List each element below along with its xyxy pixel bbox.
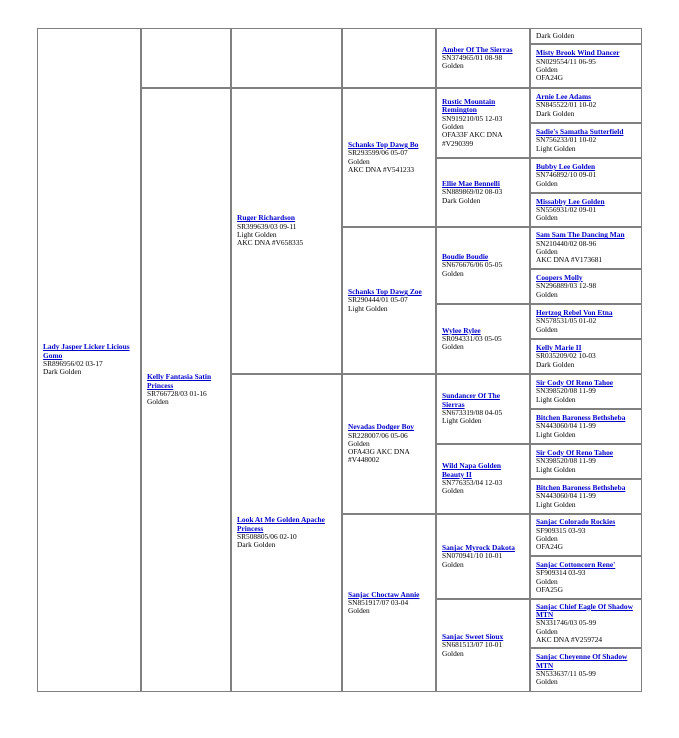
dog-detail-line: Light Golden bbox=[536, 429, 576, 439]
dog-detail-line: SN374965/01 08-98 bbox=[442, 52, 503, 62]
pedigree-cell-gen6 bbox=[530, 599, 642, 648]
dog-detail-line: Golden bbox=[536, 65, 558, 74]
pedigree-cell-gen6 bbox=[530, 444, 642, 479]
dog-detail-line: SR035209/02 10-03 bbox=[536, 351, 596, 361]
pedigree-cell-gen6 bbox=[530, 158, 642, 193]
pedigree-cell-gen2 bbox=[141, 28, 231, 88]
dog-name-link[interactable]: Misty Brook Wind Dancer bbox=[536, 48, 620, 58]
dog-name-link[interactable]: Bitchen Baroness Bethsheba bbox=[536, 483, 626, 493]
dog-detail-line: Dark Golden bbox=[536, 30, 575, 40]
dog-name-link[interactable]: Sanjac Choctaw Annie bbox=[348, 589, 420, 599]
pedigree-cell-gen6 bbox=[530, 304, 642, 339]
dog-detail-line: SN578531/05 01-02 bbox=[536, 316, 597, 326]
dog-detail-line: Dark Golden bbox=[536, 108, 575, 118]
dog-detail-line: Dark Golden bbox=[442, 195, 481, 205]
dog-detail-line: Dark Golden bbox=[536, 359, 575, 369]
dog-name-link[interactable]: Sam Sam The Dancing Man bbox=[536, 230, 625, 240]
dog-name-link[interactable]: Amber Of The Sierras bbox=[442, 44, 513, 54]
dog-name-link[interactable]: Rustic Mountain Remington bbox=[442, 97, 496, 115]
dog-detail-line: Dark Golden bbox=[237, 540, 276, 550]
dog-detail-line: SN210440/02 08-96 bbox=[536, 238, 597, 248]
dog-name-link[interactable]: Coopers Molly bbox=[536, 273, 583, 283]
dog-name-link[interactable]: Wild Napa Golden Beauty II bbox=[442, 461, 502, 479]
dog-detail-line: Light Golden bbox=[536, 143, 576, 153]
dog-name-link[interactable]: Sadie's Samatha Sutterfield bbox=[536, 127, 624, 137]
dog-name-link[interactable]: Sanjac Cheyenne Of Shadow MTN bbox=[536, 652, 628, 670]
dog-name-link[interactable]: Ruger Richardson bbox=[237, 213, 295, 223]
dog-detail-line: Golden bbox=[536, 213, 558, 223]
dog-detail-line: SN533637/11 05-99 bbox=[536, 669, 596, 678]
dog-name-link[interactable]: Sundancer Of The Sierras bbox=[442, 391, 501, 409]
dog-detail-line: SN398520/08 11-99 bbox=[536, 386, 596, 396]
dog-detail-line: Light Golden bbox=[536, 499, 576, 509]
dog-name-link[interactable]: Sanjac Myrock Dakota bbox=[442, 543, 515, 553]
pedigree-cell-gen5 bbox=[436, 599, 530, 692]
dog-detail-line: SN331746/03 05-99 bbox=[536, 618, 597, 628]
dog-detail-line: Golden bbox=[442, 268, 464, 278]
dog-name-link[interactable]: Lady Jasper Licker Licious Gomo bbox=[43, 342, 130, 360]
dog-detail-line: SR228007/06 05-06 bbox=[348, 430, 408, 440]
pedigree-cell-gen5 bbox=[436, 227, 530, 304]
pedigree-cell-gen6 bbox=[530, 28, 642, 44]
dog-detail-line: SR399639/03 09-11 bbox=[237, 221, 297, 231]
pedigree-cell-gen3 bbox=[231, 374, 342, 692]
pedigree-table bbox=[37, 28, 642, 692]
dog-name-link[interactable]: Sir Cody Of Reno Tahoe bbox=[536, 448, 614, 458]
dog-detail-line: SN556931/02 09-01 bbox=[536, 204, 597, 214]
dog-detail-line: SN889869/02 08-03 bbox=[442, 187, 503, 197]
dog-detail-line: Golden bbox=[442, 61, 464, 71]
dog-detail-line: SN673319/08 04-05 bbox=[442, 408, 503, 417]
dog-detail-line: Golden bbox=[348, 156, 370, 166]
dog-detail-line: AKC DNA #V173681 bbox=[536, 255, 603, 265]
pedigree-cell-gen4 bbox=[342, 28, 436, 88]
dog-detail-line: SN851917/07 03-04 bbox=[348, 597, 409, 607]
dog-detail-line: SR293599/06 05-07 bbox=[348, 148, 408, 158]
dog-detail-line: SR766728/03 01-16 bbox=[147, 389, 207, 398]
pedigree-cell-gen3 bbox=[231, 28, 342, 88]
pedigree-cell-gen4 bbox=[342, 514, 436, 692]
dog-detail-line: Golden bbox=[536, 576, 558, 586]
dog-detail-line: Golden bbox=[348, 606, 370, 616]
dog-detail-line: SN756233/01 10-02 bbox=[536, 135, 597, 145]
dog-name-link[interactable]: Bubby Lee Golden bbox=[536, 162, 596, 172]
dog-name-link[interactable]: Bitchen Baroness Bethsheba bbox=[536, 413, 626, 423]
dog-detail-line: SN296889/03 12-98 bbox=[536, 281, 597, 291]
dog-detail-line: Golden bbox=[147, 397, 169, 407]
dog-detail-line: Golden bbox=[442, 122, 464, 131]
pedigree-cell-gen5 bbox=[436, 304, 530, 374]
dog-detail-line: OFA24G bbox=[536, 542, 563, 552]
dog-detail-line: OFA43G AKC DNA #V448002 bbox=[348, 447, 410, 465]
dog-detail-line: OFA24G bbox=[536, 73, 563, 83]
dog-detail-line: SN443060/04 11-99 bbox=[536, 491, 596, 501]
dog-detail-line: AKC DNA #V259724 bbox=[536, 634, 603, 644]
dog-detail-line: Golden bbox=[536, 178, 558, 188]
dog-detail-line: SN919210/05 12-03 bbox=[442, 113, 503, 123]
pedigree-cell-gen1 bbox=[37, 28, 141, 692]
dog-detail-line: SF909314 03-93 bbox=[536, 568, 586, 578]
pedigree-cell-gen4 bbox=[342, 374, 436, 514]
dog-detail-line: Light Golden bbox=[536, 464, 576, 474]
dog-detail-line: Golden bbox=[442, 648, 464, 658]
pedigree-cell-gen6 bbox=[530, 648, 642, 692]
dog-name-link[interactable]: Ellie Mae Bennelli bbox=[442, 179, 500, 189]
pedigree-cell-gen6 bbox=[530, 269, 642, 304]
dog-name-link[interactable]: Boudie Boudie bbox=[442, 252, 489, 262]
dog-detail-line: SN681513/07 10-01 bbox=[442, 640, 503, 650]
dog-detail-line: Golden bbox=[442, 486, 464, 496]
dog-detail-line: Golden bbox=[536, 677, 558, 687]
dog-name-link[interactable]: Sanjac Cottoncorn Rene' bbox=[536, 559, 616, 569]
pedigree-cell-gen6 bbox=[530, 227, 642, 269]
dog-name-link[interactable]: Sanjac Colorado Rockies bbox=[536, 517, 616, 527]
dog-detail-line: Golden bbox=[536, 534, 558, 543]
dog-detail-line: SN676676/06 05-05 bbox=[442, 260, 503, 270]
dog-detail-line: Golden bbox=[442, 342, 464, 352]
dog-detail-line: Golden bbox=[348, 438, 370, 448]
dog-name-link[interactable]: Sanjac Chief Eagle Of Shadow MTN bbox=[536, 601, 633, 620]
pedigree-cell-gen6 bbox=[530, 479, 642, 514]
pedigree-cell-gen6 bbox=[530, 409, 642, 444]
pedigree-cell-gen5 bbox=[436, 28, 530, 88]
pedigree-cell-gen6 bbox=[530, 514, 642, 556]
dog-name-link[interactable]: Arnie Lee Adams bbox=[536, 92, 592, 102]
dog-name-link[interactable]: Missabby Lee Golden bbox=[536, 196, 605, 206]
pedigree-cell-gen5 bbox=[436, 374, 530, 444]
pedigree-cell-gen5 bbox=[436, 158, 530, 227]
dog-detail-line: SN070941/10 10-01 bbox=[442, 551, 503, 561]
dog-detail-line: Light Golden bbox=[442, 416, 482, 426]
dog-detail-line: Light Golden bbox=[237, 230, 277, 239]
pedigree-cell-gen2 bbox=[141, 88, 231, 692]
pedigree-cell-gen6 bbox=[530, 123, 642, 158]
pedigree-cell-gen6 bbox=[530, 556, 642, 599]
dog-detail-line: SR896956/02 03-17 bbox=[43, 359, 103, 368]
dog-detail-line: AKC DNA #V541233 bbox=[348, 164, 415, 174]
pedigree-cell-gen4 bbox=[342, 88, 436, 227]
pedigree-cell-gen6 bbox=[530, 193, 642, 227]
dog-detail-line: SR094331/03 05-05 bbox=[442, 333, 502, 343]
pedigree-cell-gen4 bbox=[342, 227, 436, 374]
dog-name-link[interactable]: Hertzog Rebel Von Etna bbox=[536, 308, 613, 318]
dog-detail-line: SN029554/11 06-95 bbox=[536, 56, 596, 66]
dog-detail-line: OFA25G bbox=[536, 584, 563, 594]
dog-detail-line: SN443060/04 11-99 bbox=[536, 421, 596, 431]
dog-name-link[interactable]: Schanks Top Dawg Bo bbox=[348, 139, 419, 149]
dog-detail-line: SF909315 03-93 bbox=[536, 525, 586, 535]
dog-detail-line: Golden bbox=[536, 324, 558, 334]
dog-name-link[interactable]: Nevadas Dodger Boy bbox=[348, 422, 414, 432]
dog-detail-line: SN398520/08 11-99 bbox=[536, 456, 596, 466]
dog-name-link[interactable]: Sanjac Sweet Sioux bbox=[442, 632, 504, 642]
dog-detail-line: SR290444/01 05-07 bbox=[348, 295, 408, 305]
dog-detail-line: SN845522/01 10-02 bbox=[536, 100, 597, 110]
dog-detail-line: Golden bbox=[536, 289, 558, 299]
pedigree-cell-gen5 bbox=[436, 514, 530, 599]
dog-name-link[interactable]: Look At Me Golden Apache Princess bbox=[237, 515, 325, 533]
pedigree-cell-gen5 bbox=[436, 444, 530, 514]
dog-detail-line: Dark Golden bbox=[43, 367, 82, 377]
pedigree-cell-gen6 bbox=[530, 374, 642, 409]
pedigree-cell-gen3 bbox=[231, 88, 342, 374]
dog-detail-line: AKC DNA #V658335 bbox=[237, 238, 304, 248]
dog-name-link[interactable]: Kelly Marie II bbox=[536, 343, 582, 353]
pedigree-cell-gen6 bbox=[530, 44, 642, 88]
dog-detail-line: SN746892/10 09-01 bbox=[536, 170, 597, 180]
dog-detail-line: Golden bbox=[536, 247, 558, 256]
dog-detail-line: SN776353/04 12-03 bbox=[442, 478, 503, 487]
dog-detail-line: Light Golden bbox=[348, 303, 388, 313]
pedigree-cell-gen6 bbox=[530, 339, 642, 374]
dog-name-link[interactable]: Kelly Fantasia Satin Princess bbox=[147, 372, 212, 390]
dog-detail-line: Golden bbox=[442, 559, 464, 569]
dog-name-link[interactable]: Wylee Rylee bbox=[442, 325, 481, 335]
dog-name-link[interactable]: Sir Cody Of Reno Tahoe bbox=[536, 378, 614, 388]
pedigree-cell-gen5 bbox=[436, 88, 530, 158]
dog-detail-line: Light Golden bbox=[536, 394, 576, 404]
dog-detail-line: SR508805/06 02-10 bbox=[237, 532, 297, 541]
dog-detail-line: OFA33F AKC DNA #V290399 bbox=[442, 130, 503, 148]
dog-detail-line: Golden bbox=[536, 626, 558, 636]
dog-name-link[interactable]: Schanks Top Dawg Zoe bbox=[348, 287, 422, 297]
pedigree-cell-gen6 bbox=[530, 88, 642, 123]
